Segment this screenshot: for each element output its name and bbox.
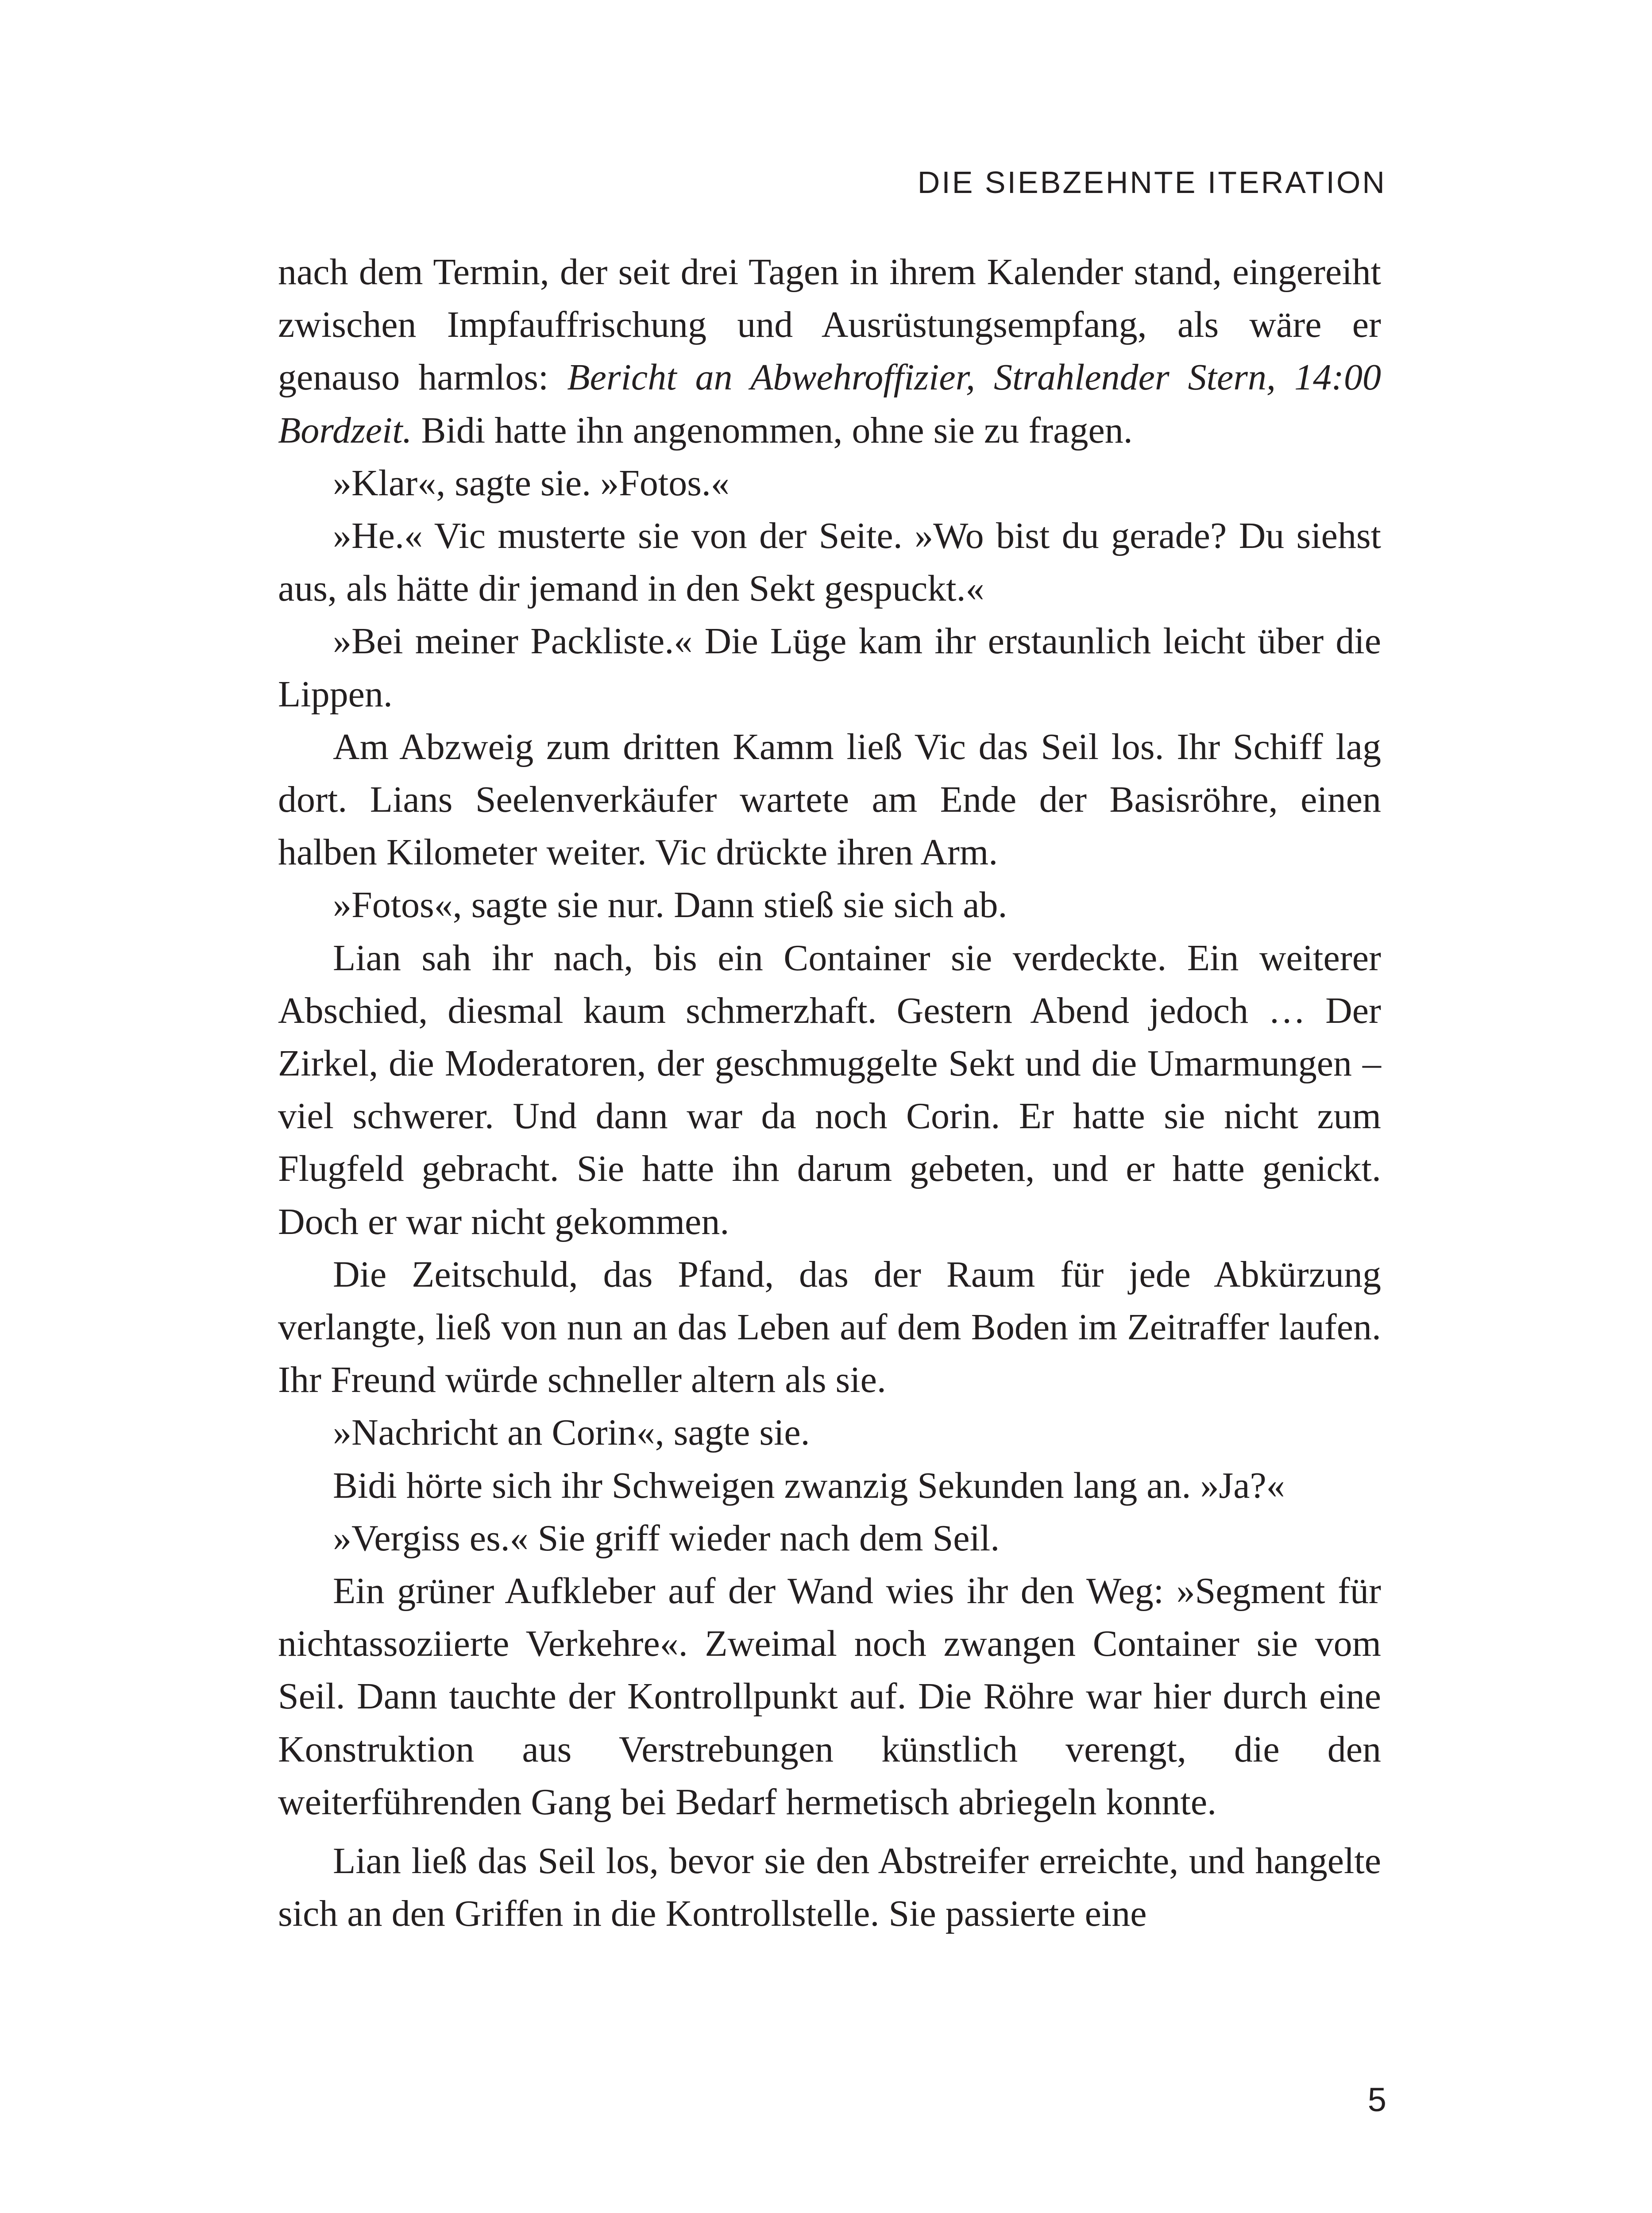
paragraph-6: »Fotos«, sagte sie nur. Dann stieß sie sich ab. xyxy=(333,884,1007,926)
paragraph-4: »Bei meiner Packliste.« Die Lüge kam ihr erstaunlich leicht über die Lippen. xyxy=(278,621,1381,715)
paragraph-10: Bidi hörte sich ihr Schweigen zwanzig Sekunden lang an. »Ja?« xyxy=(333,1465,1285,1506)
paragraph-1 xyxy=(278,246,1381,457)
paragraph-3: »He.« Vic musterte sie von der Seite. »Wo bist du gerade? Du siehst aus, als hätte dir jemand in den Sekt gespuckt.« xyxy=(278,515,1381,609)
paragraph-11: »Vergiss es.« Sie griff wieder nach dem Seil. xyxy=(333,1517,1000,1559)
body-text xyxy=(278,246,1381,1940)
paragraph-13: Lian ließ das Seil los, bevor sie den Abstreifer erreichte, und hangelte sich an den Griffen in die Kontrollstelle. Sie passierte eine xyxy=(278,1840,1381,1935)
paragraph-2: »Klar«, sagte sie. »Fotos.« xyxy=(333,462,730,504)
running-head: DIE SIEBZEHNTE ITERATION xyxy=(917,165,1386,200)
paragraph-8: Die Zeitschuld, das Pfand, das der Raum für jede Abkürzung verlangte, ließ von nun an das Leben auf dem Boden im Zeitraffer laufen. Ihr Freund würde schneller altern als sie. xyxy=(278,1253,1381,1401)
paragraph-9: »Nachricht an Corin«, sagte sie. xyxy=(333,1412,810,1453)
paragraph-12: Ein grüner Aufkleber auf der Wand wies ihr den Weg: »Segment für nichtassoziierte Verkehre«. Zweimal noch zwangen Container sie vom Seil. Dann tauchte der Kontrollpunkt auf. Die Röhre war hier durch eine Konstruktion aus Verstrebungen künstlich verengt, die den weiterführenden Gang bei Bedarf hermetisch abriegeln konnte. xyxy=(278,1570,1381,1823)
paragraph-7: Lian sah ihr nach, bis ein Container sie verdeckte. Ein weiterer Abschied, diesmal kaum schmerzhaft. Gestern Abend jedoch … Der Zirkel, die Moderatoren, der geschmuggelte Sekt und die Umarmungen – viel schwerer. Und dann war da noch Corin. Er hatte sie nicht zum Flugfeld gebracht. Sie hatte ihn darum gebeten, und er hatte genickt. Doch er war nicht gekommen. xyxy=(278,937,1381,1242)
paragraph-1-text: nach dem Termin, der seit drei Tagen in ihrem Kalender stand, eingereiht zwischen Impfauffrischung und Ausrüstungsempfang, als wäre er genauso harmlos: xyxy=(278,251,1381,398)
paragraph-1-italic: Bericht an Abwehroffizier, Strahlender Stern, 14:00 Bordzeit. xyxy=(278,357,1382,451)
page-number: 5 xyxy=(1367,2081,1386,2119)
paragraph-5: Am Abzweig zum dritten Kamm ließ Vic das Seil los. Ihr Schiff lag dort. Lians Seelenverkäufer wartete am Ende der Basisröhre, einen halben Kilometer weiter. Vic drückte ihren Arm. xyxy=(278,726,1381,873)
paragraph-1-text-end: Bidi hatte ihn angenommen, ohne sie zu fragen. xyxy=(412,409,1133,451)
